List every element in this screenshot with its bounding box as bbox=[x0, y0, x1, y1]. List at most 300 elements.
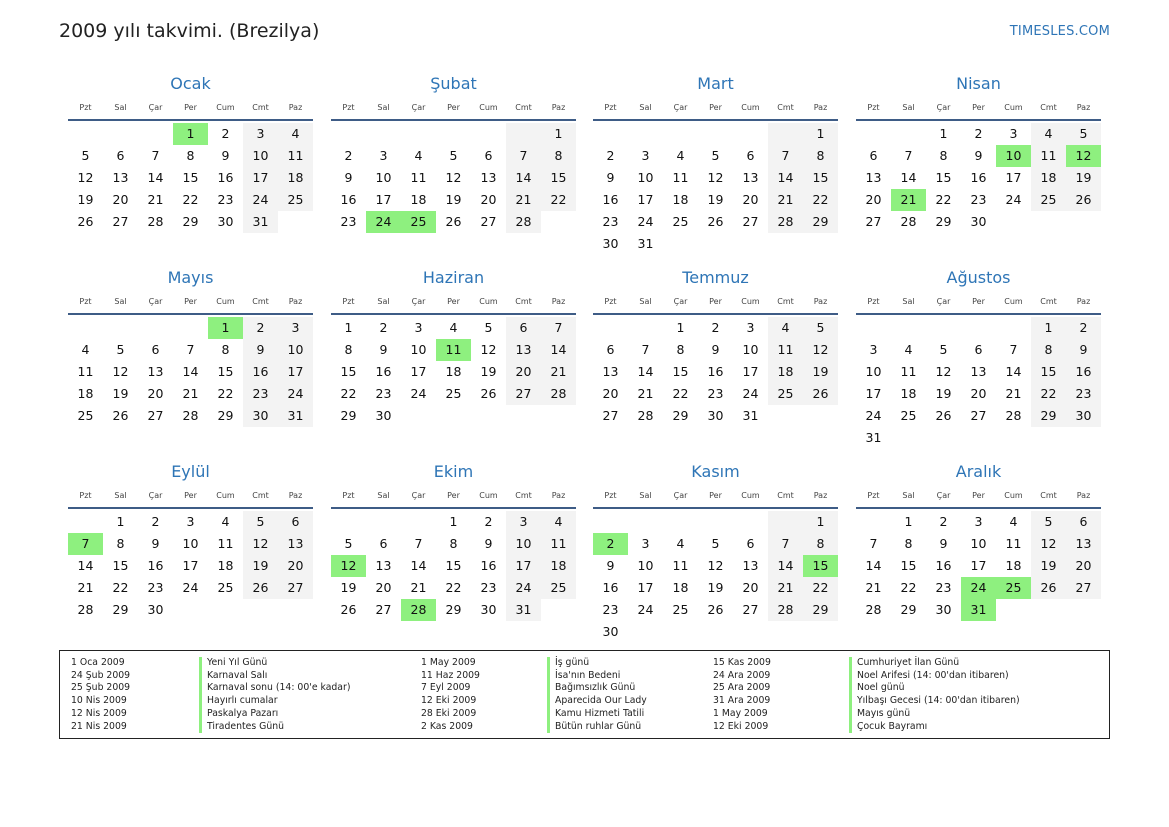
day-cell: 3 bbox=[278, 317, 313, 339]
day-cell: 30 bbox=[935, 602, 952, 617]
holiday-date: 1 May 2009 bbox=[421, 657, 476, 668]
weekday-label: Çar bbox=[673, 103, 688, 112]
day-cell: 19 bbox=[445, 192, 462, 207]
day-cell: 25 bbox=[768, 383, 803, 405]
holiday-name: Kamu Hizmeti Tatili bbox=[555, 707, 645, 719]
day-cell: 29 bbox=[803, 599, 838, 621]
day-cell: 11 bbox=[217, 536, 234, 551]
day-cell: 28 bbox=[147, 214, 164, 229]
holiday-name: Karnaval sonu (14: 00'e kadar) bbox=[207, 682, 351, 694]
month-name: Temmuz bbox=[682, 268, 749, 287]
weekday-label: Per bbox=[184, 103, 197, 112]
weekday-label: Çar bbox=[148, 103, 163, 112]
day-cell: 25 bbox=[672, 214, 689, 229]
holiday-day-cell: 28 bbox=[401, 599, 436, 621]
day-cell: 14 bbox=[900, 170, 917, 185]
day-cell: 19 bbox=[480, 364, 497, 379]
month-divider bbox=[331, 507, 576, 509]
holiday-date: 24 Ara 2009 bbox=[713, 669, 771, 681]
day-cell: 1 bbox=[116, 514, 125, 529]
weekday-label: Sal bbox=[639, 103, 652, 112]
day-cell: 27 bbox=[480, 214, 497, 229]
day-cell: 31 bbox=[742, 408, 759, 423]
day-cell: 11 bbox=[768, 339, 803, 361]
holiday-name: Mayıs günü bbox=[857, 707, 911, 719]
day-cell: 10 bbox=[182, 536, 199, 551]
day-cell: 4 bbox=[676, 536, 685, 551]
day-cell: 23 bbox=[602, 214, 619, 229]
day-cell: 18 bbox=[77, 386, 94, 401]
weekday-label: Pzt bbox=[342, 297, 355, 306]
empty-day-cell bbox=[628, 511, 663, 533]
day-cell: 23 bbox=[970, 192, 987, 207]
weekday-label: Çar bbox=[148, 491, 163, 500]
day-cell: 5 bbox=[939, 342, 948, 357]
day-cell: 29 bbox=[112, 602, 129, 617]
day-cell: 26 bbox=[1066, 189, 1101, 211]
day-cell: 5 bbox=[1066, 123, 1101, 145]
day-cell: 26 bbox=[340, 602, 357, 617]
day-cell: 18 bbox=[445, 364, 462, 379]
day-cell: 24 bbox=[637, 602, 654, 617]
day-cell: 11 bbox=[672, 558, 689, 573]
holiday-name: Aparecida Our Lady bbox=[555, 695, 647, 707]
day-cell: 16 bbox=[480, 558, 497, 573]
day-grid bbox=[331, 317, 576, 427]
day-cell: 8 bbox=[939, 148, 948, 163]
day-cell: 17 bbox=[1005, 170, 1022, 185]
day-cell: 21 bbox=[541, 361, 576, 383]
day-cell: 21 bbox=[865, 580, 882, 595]
day-cell: 4 bbox=[449, 320, 458, 335]
empty-day-cell bbox=[593, 511, 628, 533]
day-cell: 4 bbox=[676, 148, 685, 163]
weekday-label: Per bbox=[184, 297, 197, 306]
day-cell: 10 bbox=[970, 536, 987, 551]
day-cell: 14 bbox=[506, 167, 541, 189]
weekday-label: Cmt bbox=[515, 103, 532, 112]
day-cell: 10 bbox=[506, 533, 541, 555]
day-cell: 20 bbox=[865, 192, 882, 207]
weekday-header bbox=[856, 98, 1101, 118]
day-cell: 2 bbox=[151, 514, 160, 529]
day-cell: 13 bbox=[147, 364, 164, 379]
empty-day-cell bbox=[138, 317, 173, 339]
month-divider bbox=[593, 507, 838, 509]
day-cell: 4 bbox=[1031, 123, 1066, 145]
day-cell: 6 bbox=[746, 536, 755, 551]
day-cell: 6 bbox=[278, 511, 313, 533]
day-grid bbox=[68, 317, 313, 427]
day-cell: 1 bbox=[1031, 317, 1066, 339]
holiday-name: Karnaval Salı bbox=[207, 669, 268, 681]
holiday-date: 11 Haz 2009 bbox=[421, 669, 480, 681]
weekday-label: Per bbox=[972, 297, 985, 306]
day-cell: 11 bbox=[541, 533, 576, 555]
weekday-header bbox=[856, 486, 1101, 506]
day-cell: 15 bbox=[112, 558, 129, 573]
day-cell: 4 bbox=[1009, 514, 1018, 529]
weekday-label: Cum bbox=[741, 103, 760, 112]
day-cell: 29 bbox=[182, 214, 199, 229]
weekday-label: Paz bbox=[813, 103, 828, 112]
day-cell: 29 bbox=[935, 214, 952, 229]
day-cell: 11 bbox=[410, 170, 427, 185]
day-cell: 23 bbox=[340, 214, 357, 229]
day-cell: 19 bbox=[803, 361, 838, 383]
weekday-label: Per bbox=[184, 491, 197, 500]
day-cell: 8 bbox=[1031, 339, 1066, 361]
weekday-label: Sal bbox=[377, 103, 390, 112]
holiday-names-column-2 bbox=[547, 657, 647, 733]
day-cell: 5 bbox=[243, 511, 278, 533]
weekday-label: Paz bbox=[1076, 491, 1091, 500]
holiday-date: 7 Eyl 2009 bbox=[421, 682, 471, 694]
day-cell: 23 bbox=[375, 386, 392, 401]
day-cell: 1 bbox=[803, 123, 838, 145]
weekday-label: Paz bbox=[551, 103, 566, 112]
weekday-label: Pzt bbox=[604, 297, 617, 306]
day-cell: 29 bbox=[900, 602, 917, 617]
day-cell: 15 bbox=[935, 170, 952, 185]
weekday-label: Pzt bbox=[79, 491, 92, 500]
weekday-label: Cmt bbox=[1040, 491, 1057, 500]
month-block bbox=[331, 74, 576, 233]
holiday-date: 28 Eki 2009 bbox=[421, 707, 477, 719]
holiday-name: Yılbaşı Gecesi (14: 00'dan itibaren) bbox=[857, 695, 1020, 707]
day-cell: 4 bbox=[221, 514, 230, 529]
day-cell: 29 bbox=[803, 211, 838, 233]
day-cell: 17 bbox=[506, 555, 541, 577]
day-grid bbox=[593, 317, 838, 427]
day-cell: 31 bbox=[243, 211, 278, 233]
day-cell: 20 bbox=[278, 555, 313, 577]
day-cell: 2 bbox=[484, 514, 493, 529]
day-cell: 1 bbox=[803, 511, 838, 533]
weekday-label: Cmt bbox=[777, 103, 794, 112]
day-cell: 7 bbox=[768, 145, 803, 167]
day-cell: 7 bbox=[541, 317, 576, 339]
day-cell: 18 bbox=[768, 361, 803, 383]
day-cell: 26 bbox=[707, 214, 724, 229]
weekday-header bbox=[856, 292, 1101, 312]
weekday-label: Sal bbox=[639, 297, 652, 306]
day-cell: 18 bbox=[541, 555, 576, 577]
day-cell: 1 bbox=[676, 320, 685, 335]
holiday-date: 12 Nis 2009 bbox=[71, 707, 127, 719]
day-cell: 22 bbox=[112, 580, 129, 595]
empty-day-cell bbox=[698, 511, 733, 533]
day-cell: 28 bbox=[77, 602, 94, 617]
day-cell: 9 bbox=[151, 536, 160, 551]
day-cell: 27 bbox=[865, 214, 882, 229]
day-cell: 27 bbox=[742, 602, 759, 617]
weekday-label: Pzt bbox=[867, 297, 880, 306]
day-cell: 7 bbox=[904, 148, 913, 163]
day-cell: 29 bbox=[217, 408, 234, 423]
weekday-label: Per bbox=[972, 491, 985, 500]
day-cell: 17 bbox=[243, 167, 278, 189]
month-divider bbox=[68, 507, 313, 509]
day-cell: 20 bbox=[480, 192, 497, 207]
weekday-label: Çar bbox=[936, 491, 951, 500]
day-cell: 19 bbox=[1031, 555, 1066, 577]
day-cell: 17 bbox=[637, 192, 654, 207]
month-divider bbox=[331, 313, 576, 315]
day-cell: 19 bbox=[243, 555, 278, 577]
empty-day-cell bbox=[856, 511, 891, 533]
day-grid bbox=[593, 123, 838, 255]
month-block bbox=[593, 268, 838, 427]
day-cell: 12 bbox=[803, 339, 838, 361]
day-cell: 25 bbox=[900, 408, 917, 423]
day-cell: 9 bbox=[243, 339, 278, 361]
day-cell: 8 bbox=[803, 145, 838, 167]
day-cell: 9 bbox=[974, 148, 983, 163]
day-cell: 28 bbox=[1005, 408, 1022, 423]
empty-day-cell bbox=[506, 123, 541, 145]
holiday-day-cell: 31 bbox=[961, 599, 996, 621]
day-cell: 7 bbox=[506, 145, 541, 167]
month-block bbox=[331, 462, 576, 621]
day-cell: 28 bbox=[865, 602, 882, 617]
day-cell: 20 bbox=[112, 192, 129, 207]
weekday-label: Sal bbox=[902, 491, 915, 500]
weekday-label: Cum bbox=[1004, 103, 1023, 112]
day-cell: 19 bbox=[340, 580, 357, 595]
weekday-label: Cum bbox=[216, 103, 235, 112]
holiday-date: 12 Eki 2009 bbox=[421, 695, 477, 707]
day-cell: 2 bbox=[221, 126, 230, 141]
day-cell: 12 bbox=[707, 558, 724, 573]
day-cell: 5 bbox=[1031, 511, 1066, 533]
weekday-label: Pzt bbox=[604, 103, 617, 112]
weekday-label: Cmt bbox=[777, 491, 794, 500]
day-cell: 1 bbox=[449, 514, 458, 529]
holiday-names-column-3 bbox=[849, 657, 1020, 733]
day-cell: 16 bbox=[935, 558, 952, 573]
day-cell: 13 bbox=[480, 170, 497, 185]
day-cell: 1 bbox=[939, 126, 948, 141]
day-cell: 17 bbox=[742, 364, 759, 379]
day-grid bbox=[856, 317, 1101, 449]
day-cell: 23 bbox=[147, 580, 164, 595]
weekday-label: Cum bbox=[216, 491, 235, 500]
day-cell: 21 bbox=[637, 386, 654, 401]
weekday-label: Sal bbox=[902, 103, 915, 112]
empty-day-cell bbox=[471, 123, 506, 145]
site-link[interactable]: TIMESLES.COM bbox=[1009, 24, 1110, 39]
weekday-label: Cmt bbox=[252, 297, 269, 306]
day-cell: 4 bbox=[768, 317, 803, 339]
day-cell: 25 bbox=[1031, 189, 1066, 211]
day-cell: 10 bbox=[637, 170, 654, 185]
month-divider bbox=[331, 119, 576, 121]
holiday-date: 21 Nis 2009 bbox=[71, 720, 127, 732]
day-grid bbox=[68, 511, 313, 621]
holiday-date: 24 Şub 2009 bbox=[71, 669, 131, 681]
day-cell: 8 bbox=[904, 536, 913, 551]
day-cell: 14 bbox=[147, 170, 164, 185]
weekday-label: Paz bbox=[288, 297, 303, 306]
holiday-name: Tiradentes Günü bbox=[207, 720, 285, 732]
day-cell: 19 bbox=[1066, 167, 1101, 189]
day-cell: 6 bbox=[484, 148, 493, 163]
day-cell: 11 bbox=[77, 364, 94, 379]
day-cell: 21 bbox=[768, 577, 803, 599]
month-name: Kasım bbox=[691, 462, 740, 481]
day-cell: 3 bbox=[746, 320, 755, 335]
day-cell: 9 bbox=[379, 342, 388, 357]
day-cell: 20 bbox=[375, 580, 392, 595]
empty-day-cell bbox=[733, 511, 768, 533]
day-cell: 28 bbox=[768, 211, 803, 233]
weekday-label: Çar bbox=[411, 491, 426, 500]
weekday-label: Pzt bbox=[342, 491, 355, 500]
day-cell: 19 bbox=[935, 386, 952, 401]
day-cell: 20 bbox=[742, 192, 759, 207]
day-cell: 28 bbox=[900, 214, 917, 229]
empty-day-cell bbox=[961, 317, 996, 339]
weekday-label: Pzt bbox=[604, 491, 617, 500]
day-cell: 8 bbox=[676, 342, 685, 357]
day-cell: 6 bbox=[606, 342, 615, 357]
month-divider bbox=[856, 119, 1101, 121]
day-cell: 8 bbox=[221, 342, 230, 357]
day-cell: 16 bbox=[217, 170, 234, 185]
day-cell: 31 bbox=[278, 405, 313, 427]
day-grid bbox=[331, 511, 576, 621]
empty-day-cell bbox=[366, 511, 401, 533]
day-cell: 8 bbox=[116, 536, 125, 551]
day-cell: 27 bbox=[602, 408, 619, 423]
empty-day-cell bbox=[331, 511, 366, 533]
day-cell: 22 bbox=[803, 189, 838, 211]
day-cell: 8 bbox=[803, 533, 838, 555]
month-name: Eylül bbox=[171, 462, 210, 481]
day-cell: 4 bbox=[414, 148, 423, 163]
empty-day-cell bbox=[768, 511, 803, 533]
empty-day-cell bbox=[401, 123, 436, 145]
month-divider bbox=[856, 313, 1101, 315]
empty-day-cell bbox=[401, 511, 436, 533]
day-cell: 25 bbox=[278, 189, 313, 211]
weekday-label: Cmt bbox=[1040, 297, 1057, 306]
day-cell: 27 bbox=[742, 214, 759, 229]
day-cell: 6 bbox=[506, 317, 541, 339]
holiday-name: Yeni Yıl Günü bbox=[207, 657, 268, 668]
weekday-header bbox=[593, 292, 838, 312]
day-cell: 2 bbox=[711, 320, 720, 335]
day-cell: 15 bbox=[672, 364, 689, 379]
day-cell: 18 bbox=[672, 192, 689, 207]
empty-day-cell bbox=[891, 123, 926, 145]
day-cell: 30 bbox=[147, 602, 164, 617]
empty-day-cell bbox=[436, 123, 471, 145]
holiday-list bbox=[59, 650, 1110, 739]
weekday-label: Çar bbox=[148, 297, 163, 306]
holiday-names-column-1 bbox=[199, 657, 350, 733]
day-cell: 30 bbox=[970, 214, 987, 229]
day-cell: 13 bbox=[602, 364, 619, 379]
day-cell: 11 bbox=[278, 145, 313, 167]
day-cell: 6 bbox=[746, 148, 755, 163]
holiday-name: İsa'nın Bedeni bbox=[555, 669, 621, 681]
holiday-dates-column-2 bbox=[421, 657, 480, 733]
day-cell: 20 bbox=[1066, 555, 1101, 577]
day-cell: 16 bbox=[1066, 361, 1101, 383]
day-cell: 7 bbox=[186, 342, 195, 357]
day-cell: 10 bbox=[375, 170, 392, 185]
holiday-date: 1 Oca 2009 bbox=[71, 657, 125, 668]
weekday-label: Paz bbox=[288, 491, 303, 500]
day-cell: 14 bbox=[182, 364, 199, 379]
day-cell: 26 bbox=[480, 386, 497, 401]
weekday-label: Çar bbox=[936, 297, 951, 306]
day-cell: 23 bbox=[1066, 383, 1101, 405]
holiday-day-cell: 11 bbox=[436, 339, 471, 361]
weekday-label: Pzt bbox=[342, 103, 355, 112]
day-cell: 16 bbox=[970, 170, 987, 185]
weekday-label: Sal bbox=[114, 297, 127, 306]
day-cell: 21 bbox=[506, 189, 541, 211]
day-cell: 23 bbox=[935, 580, 952, 595]
day-cell: 8 bbox=[541, 145, 576, 167]
month-block bbox=[68, 268, 313, 427]
weekday-label: Cmt bbox=[1040, 103, 1057, 112]
day-cell: 18 bbox=[900, 386, 917, 401]
day-cell: 5 bbox=[711, 148, 720, 163]
holiday-day-cell: 10 bbox=[996, 145, 1031, 167]
day-cell: 3 bbox=[506, 511, 541, 533]
day-cell: 17 bbox=[182, 558, 199, 573]
day-cell: 3 bbox=[379, 148, 388, 163]
day-grid bbox=[856, 123, 1101, 233]
weekday-label: Sal bbox=[377, 491, 390, 500]
day-cell: 16 bbox=[707, 364, 724, 379]
empty-day-cell bbox=[628, 317, 663, 339]
day-cell: 5 bbox=[344, 536, 353, 551]
day-cell: 26 bbox=[707, 602, 724, 617]
holiday-date: 31 Ara 2009 bbox=[713, 695, 771, 707]
day-cell: 3 bbox=[641, 536, 650, 551]
weekday-header bbox=[331, 486, 576, 506]
day-grid bbox=[593, 511, 838, 643]
day-cell: 23 bbox=[602, 602, 619, 617]
month-block bbox=[68, 462, 313, 621]
day-grid bbox=[331, 123, 576, 233]
day-cell: 18 bbox=[1005, 558, 1022, 573]
day-cell: 16 bbox=[340, 192, 357, 207]
day-cell: 17 bbox=[970, 558, 987, 573]
day-cell: 16 bbox=[602, 192, 619, 207]
day-cell: 18 bbox=[278, 167, 313, 189]
weekday-header bbox=[68, 98, 313, 118]
day-cell: 12 bbox=[112, 364, 129, 379]
month-divider bbox=[856, 507, 1101, 509]
day-cell: 25 bbox=[77, 408, 94, 423]
day-cell: 14 bbox=[541, 339, 576, 361]
day-cell: 5 bbox=[116, 342, 125, 357]
day-cell: 22 bbox=[182, 192, 199, 207]
day-cell: 5 bbox=[449, 148, 458, 163]
day-cell: 13 bbox=[506, 339, 541, 361]
weekday-header bbox=[68, 292, 313, 312]
day-cell: 27 bbox=[1066, 577, 1101, 599]
day-cell: 5 bbox=[484, 320, 493, 335]
day-cell: 14 bbox=[768, 167, 803, 189]
day-cell: 4 bbox=[904, 342, 913, 357]
